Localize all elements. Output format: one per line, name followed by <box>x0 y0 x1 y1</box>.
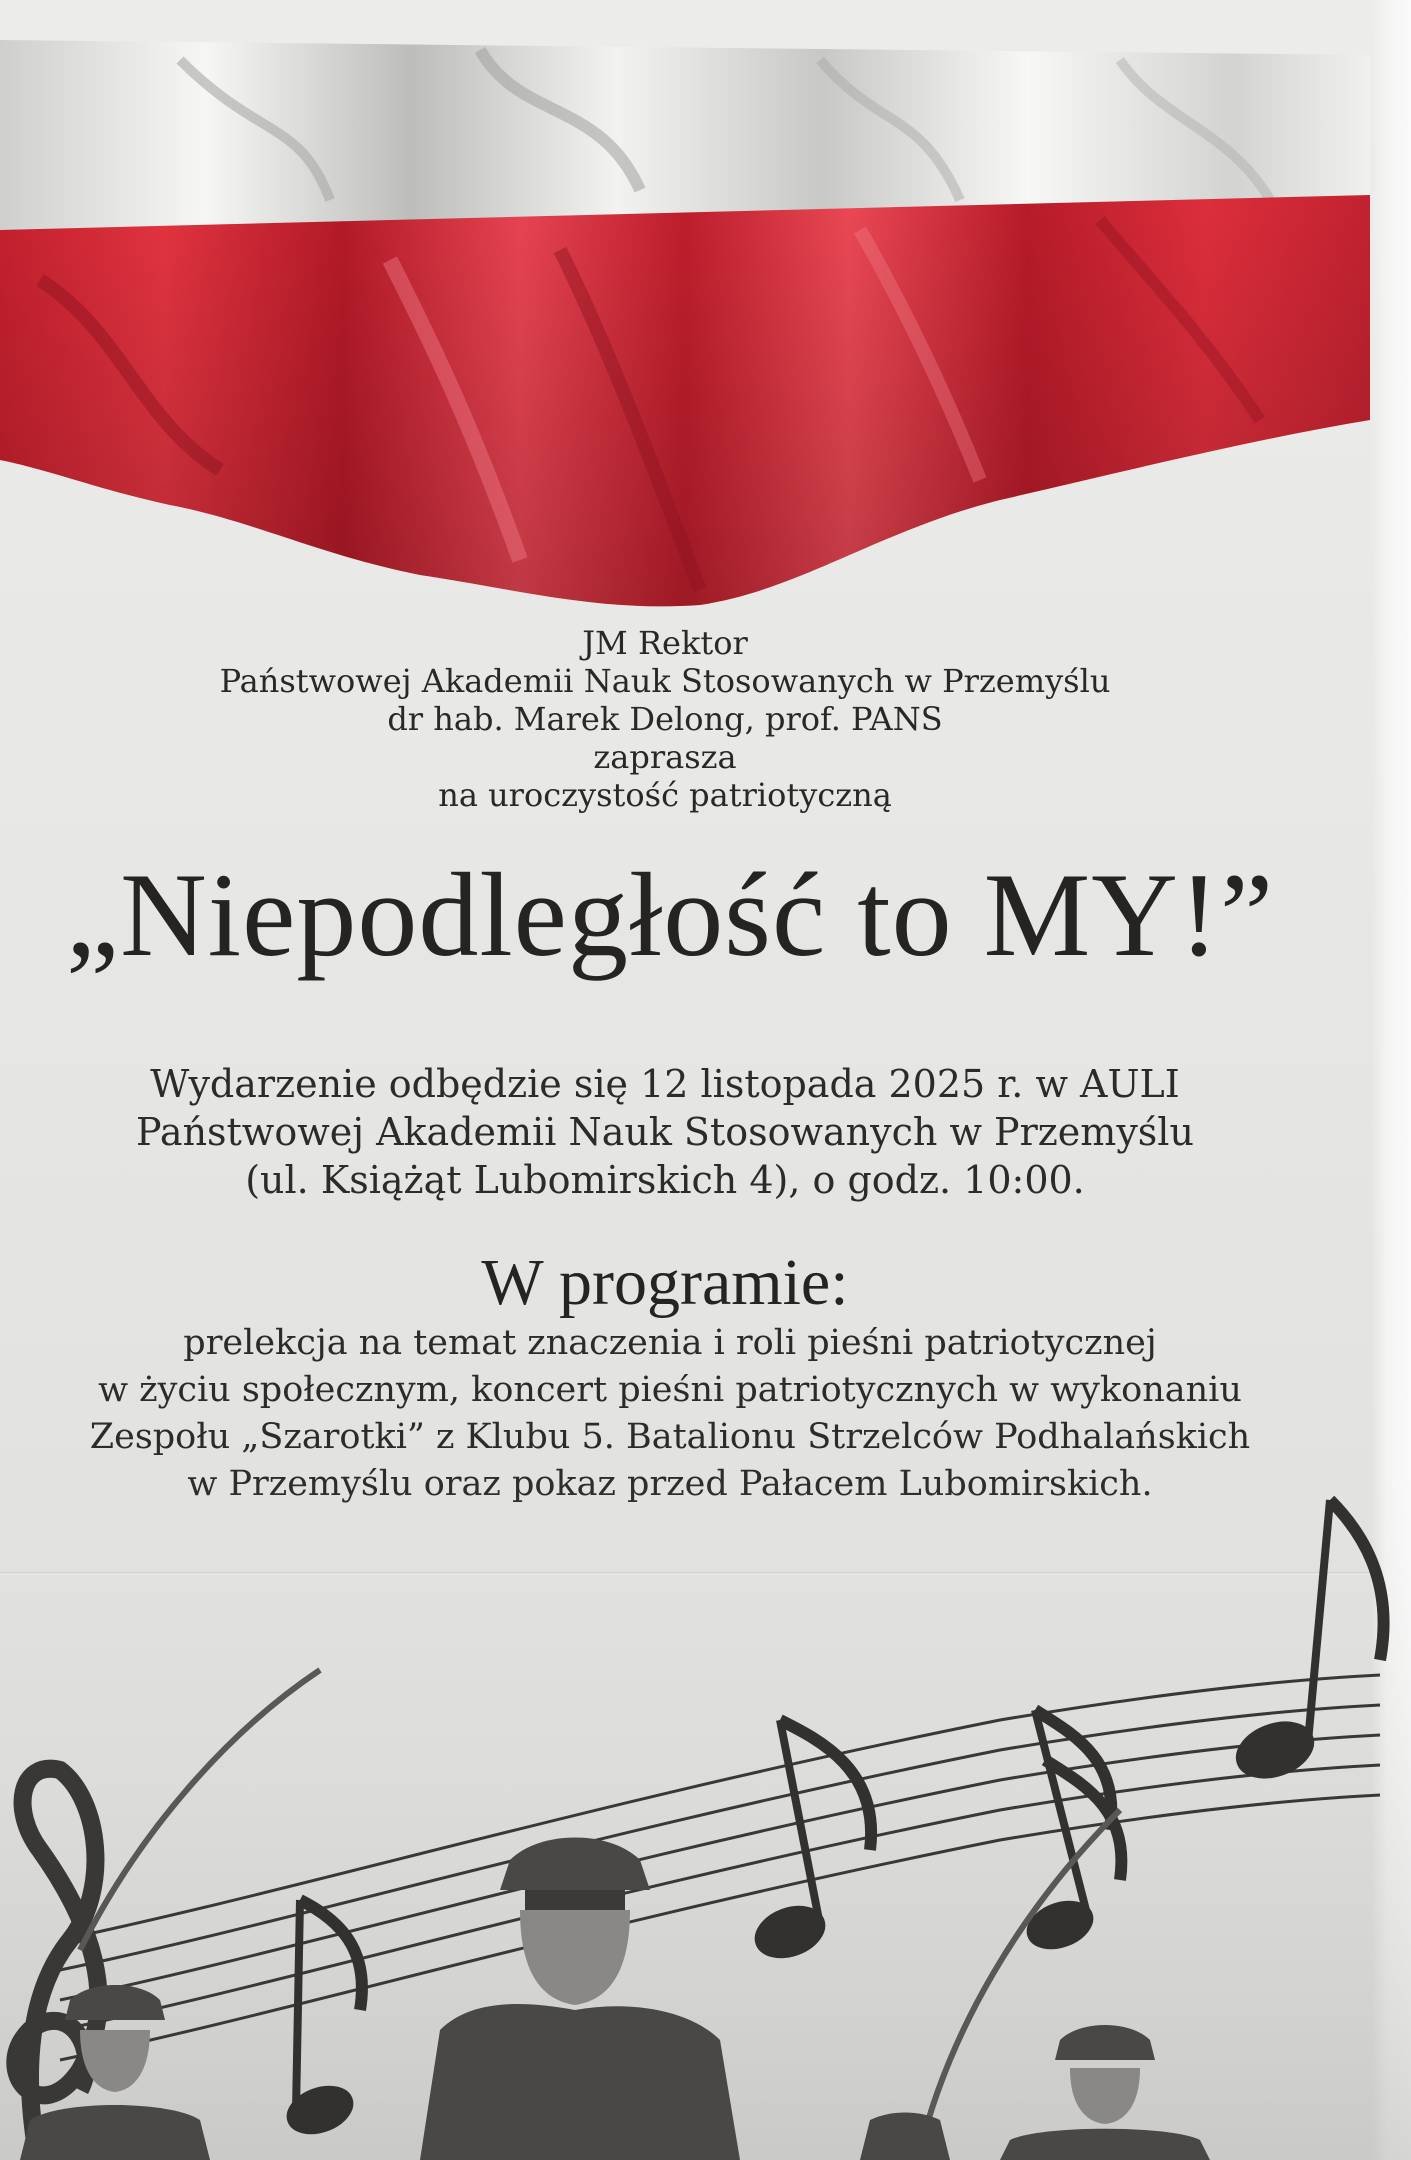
program-line: Zespołu „Szarotki” z Klubu 5. Batalionu Strzelców Podhalańskich <box>89 1417 1251 1457</box>
event-line: Wydarzenie odbędzie się 12 listopada 2025 r. w AULI <box>150 1062 1180 1106</box>
invitation-line: dr hab. Marek Delong, prof. PANS <box>387 700 943 738</box>
illustration <box>0 1470 1411 2160</box>
invitation-line: na uroczystość patriotyczną <box>438 776 892 814</box>
program-heading: W programie: <box>481 1246 849 1319</box>
event-title: „Niepodległość to MY!” <box>65 848 1275 981</box>
program-line: w życiu społecznym, koncert pieśni patriotycznych w wykonaniu <box>98 1370 1242 1410</box>
soldier-figure-icon <box>860 2113 950 2160</box>
invitation-line: zaprasza <box>593 738 737 776</box>
event-line: (ul. Książąt Lubomirskich 4), o godz. 10:00. <box>245 1158 1085 1202</box>
event-line: Państwowej Akademii Nauk Stosowanych w Przemyślu <box>136 1110 1194 1154</box>
polish-flag-icon <box>0 0 1411 640</box>
event-details <box>0 1060 1330 1204</box>
invitation-line: Państwowej Akademii Nauk Stosowanych w Przemyślu <box>219 662 1111 700</box>
program-line: prelekcja na temat znaczenia i roli pieśni patriotycznej <box>183 1323 1157 1363</box>
invitation-block <box>0 624 1330 814</box>
invitation-line: JM Rektor <box>582 624 748 662</box>
